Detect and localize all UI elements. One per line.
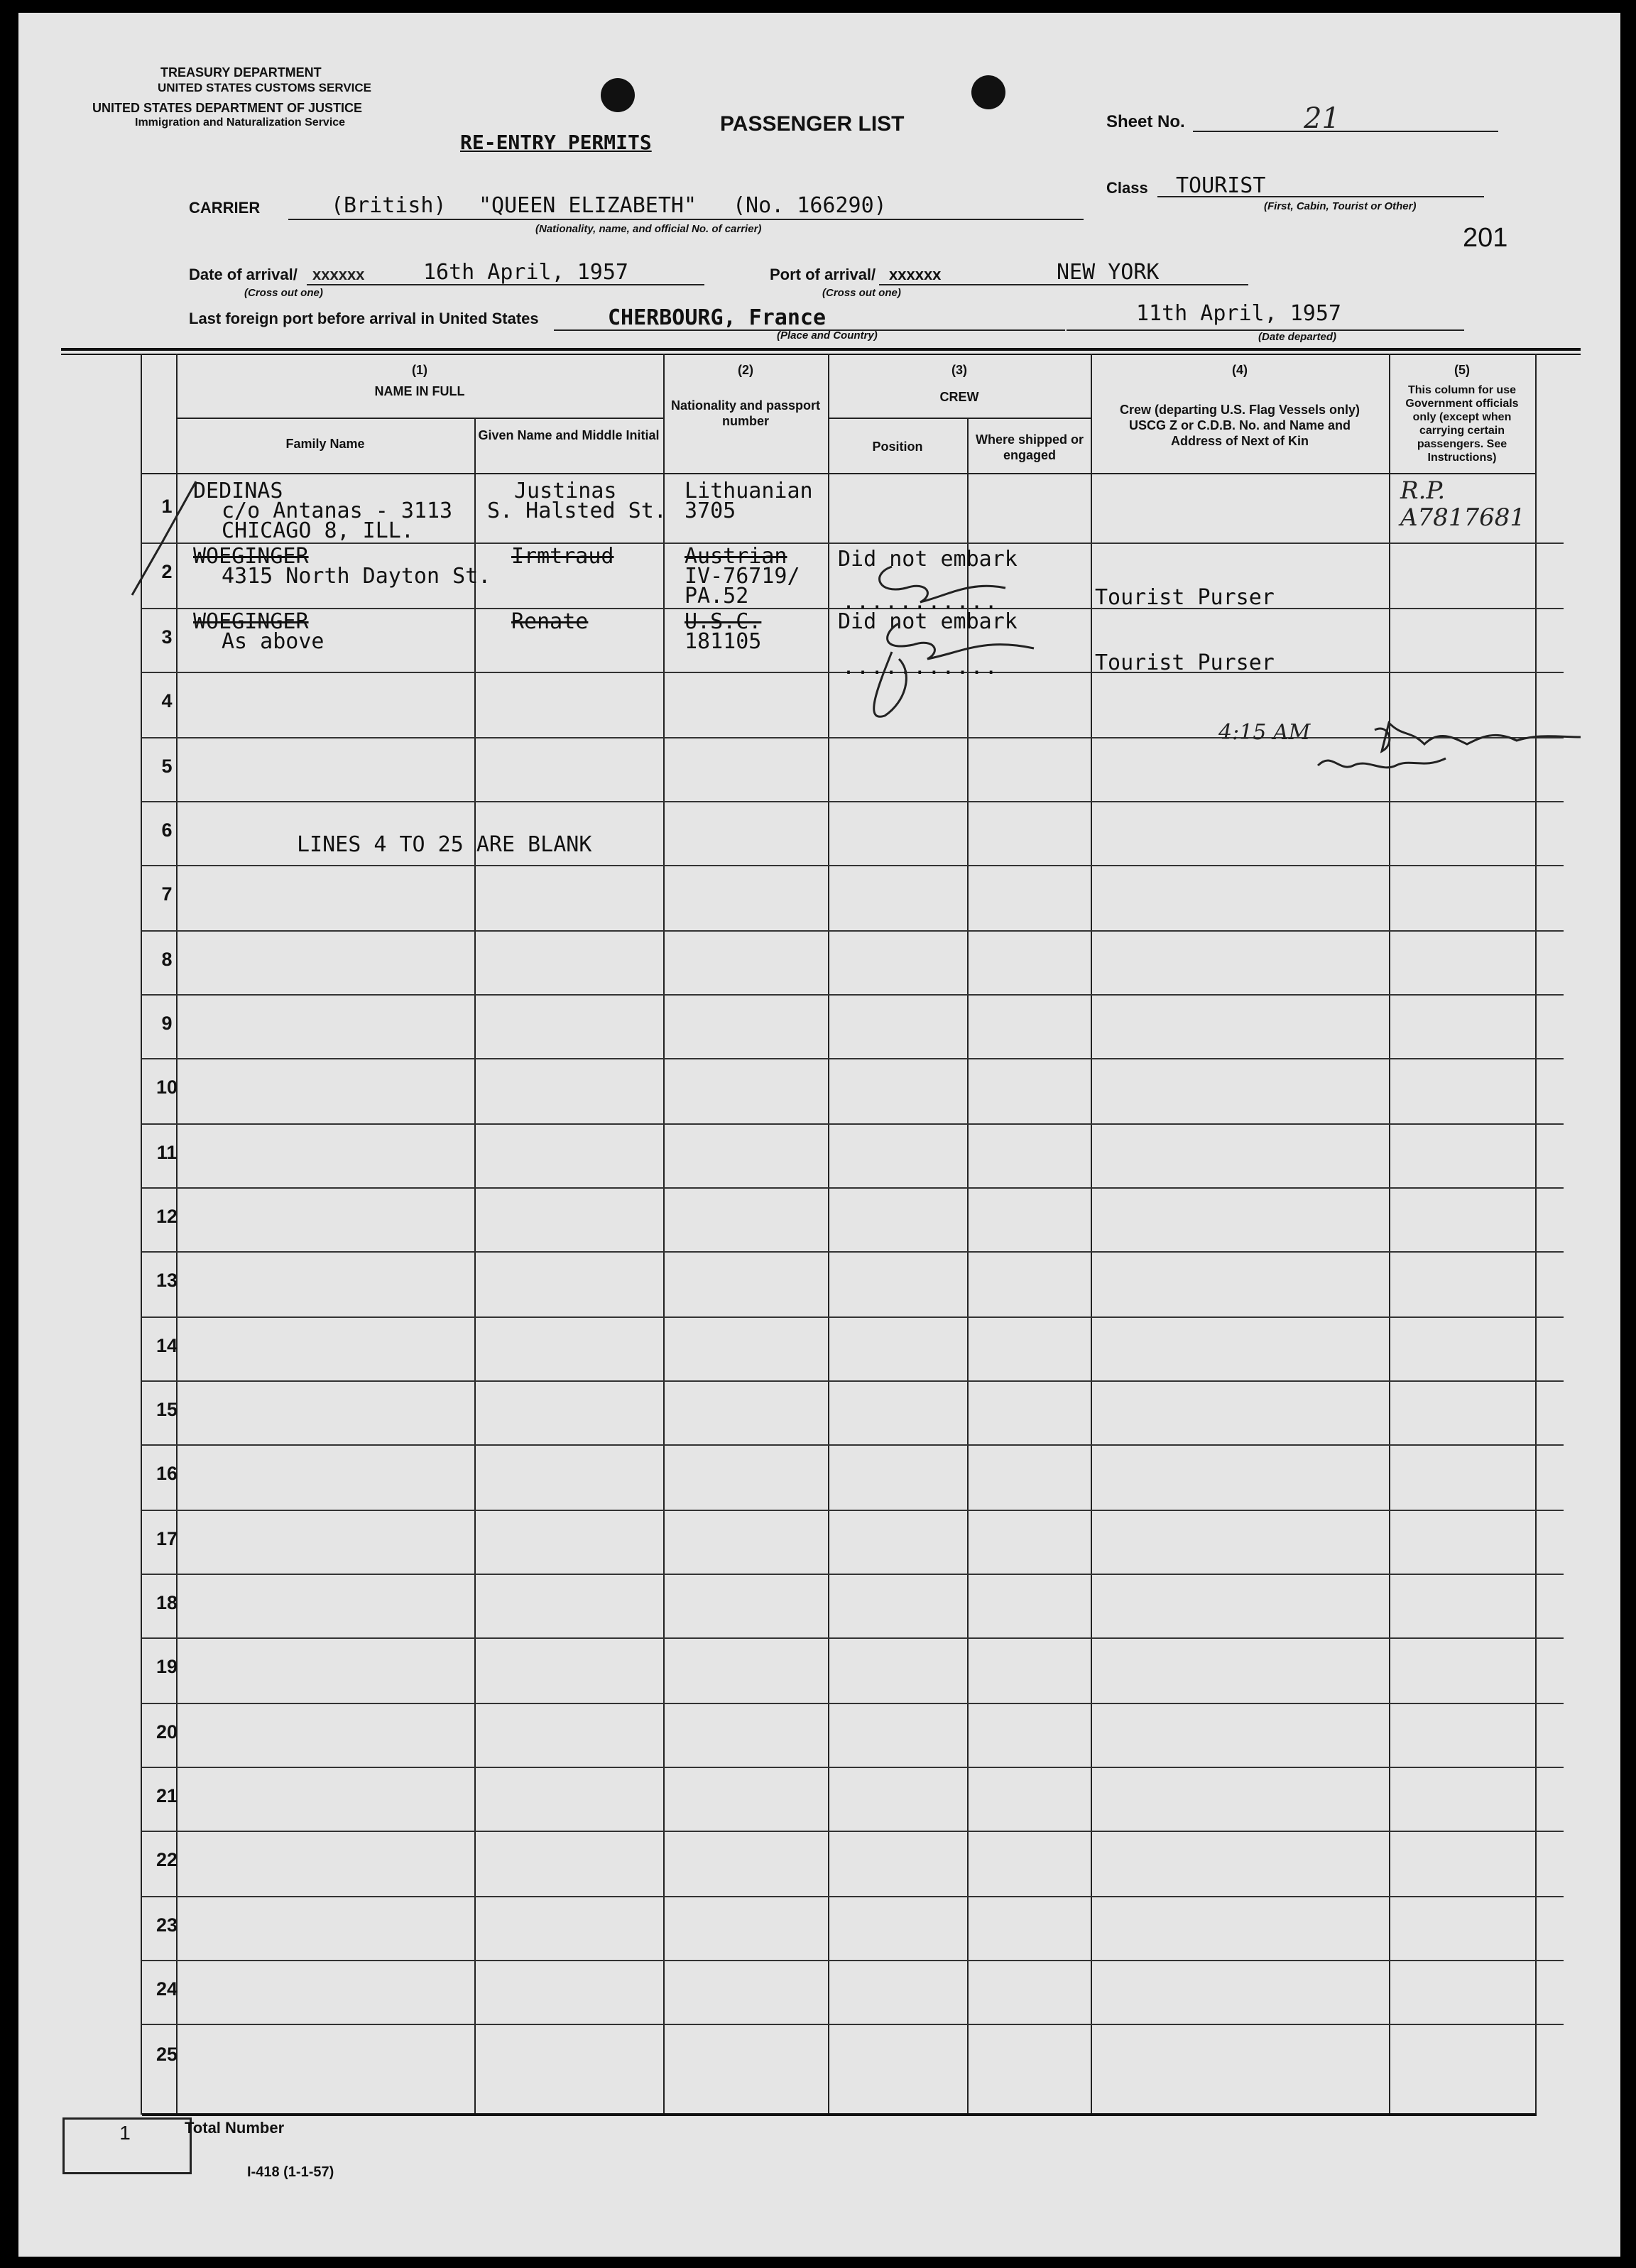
col3-title: CREW <box>939 390 979 404</box>
address-line-1: 4315 North Dayton St. <box>222 564 491 589</box>
address-line-1: As above <box>222 629 325 654</box>
form-subtitle: RE-ENTRY PERMITS <box>460 131 652 154</box>
carrier-nationality: (British) <box>331 193 447 218</box>
row-number: 19 <box>156 1656 178 1677</box>
agency-line-3: UNITED STATES DEPARTMENT OF JUSTICE <box>92 101 363 115</box>
row-number: 17 <box>156 1528 178 1549</box>
row-number: 21 <box>156 1785 178 1806</box>
handwritten-time: 4:15 AM <box>1218 720 1311 745</box>
family-name: WOEGINGER <box>193 609 309 634</box>
col-given-name: Given Name and Middle Initial <box>478 428 660 442</box>
agency-line-4: Immigration and Naturalization Service <box>135 116 346 129</box>
col-position: Position <box>872 440 923 454</box>
address-line-1: c/o Antanas - 3113 <box>222 498 453 523</box>
stamp-number: 201 <box>1463 223 1508 253</box>
col2-number: (2) <box>738 363 753 377</box>
family-name: DEDINAS <box>193 479 283 503</box>
row-number: 23 <box>156 1914 178 1936</box>
col3-number: (3) <box>951 363 967 377</box>
row-number: 20 <box>156 1721 178 1743</box>
purser-title: Tourist Purser <box>1095 650 1275 675</box>
last-port-note: (Place and Country) <box>777 329 878 342</box>
sheet-label: Sheet No. <box>1106 112 1185 131</box>
nationality: Lithuanian <box>685 479 813 503</box>
date-departed-note: (Date departed) <box>1258 331 1337 343</box>
passport-number-2: PA.52 <box>685 584 749 609</box>
arrival-crossed: xxxxxx <box>312 266 365 283</box>
sheet-number: 21 <box>1304 102 1340 135</box>
address-line-1b: S. Halsted St. <box>487 498 667 523</box>
passport-number: IV-76719/ <box>685 564 800 589</box>
check-mark-icon <box>118 467 203 609</box>
port-cross-note: (Cross out one) <box>822 287 901 299</box>
arrival-date-label: Date of arrival/ <box>189 266 298 283</box>
col1-title: NAME IN FULL <box>374 384 465 398</box>
row-number: 9 <box>161 1013 173 1034</box>
row-number: 15 <box>156 1399 178 1420</box>
col2-title: Nationality and passport number <box>670 398 821 428</box>
class-note: (First, Cabin, Tourist or Other) <box>1264 200 1417 212</box>
carrier-note: (Nationality, name, and official No. of carrier) <box>535 223 762 235</box>
carrier-name: "QUEEN ELIZABETH" <box>479 193 697 218</box>
last-port-label: Last foreign port before arrival in United States <box>189 310 539 327</box>
row-number: 24 <box>156 1978 178 2000</box>
class-label: Class <box>1106 179 1148 197</box>
punch-hole-left <box>601 78 635 112</box>
row-number: 10 <box>156 1076 178 1098</box>
nationality: Austrian <box>685 544 787 569</box>
passport-number: 3705 <box>685 498 736 523</box>
port-arrival-value: NEW YORK <box>1057 260 1160 285</box>
signature-dots: ........... <box>842 655 999 680</box>
nationality: U.S.C. <box>685 609 762 634</box>
crew-status: Did not embark <box>838 609 1018 634</box>
signature-dots: ........... <box>842 589 999 614</box>
signature-mark-icon <box>863 552 1076 737</box>
agency-line-1: TREASURY DEPARTMENT <box>160 65 322 80</box>
row-number: 14 <box>156 1335 178 1356</box>
carrier-official-no: (No. 166290) <box>733 193 887 218</box>
col-family-name: Family Name <box>285 437 365 451</box>
reentry-permit-note: R.P. A7817681 <box>1400 476 1525 532</box>
given-name: Renate <box>511 609 589 634</box>
row-number: 13 <box>156 1270 178 1291</box>
row-number: 8 <box>161 949 173 970</box>
row-number: 6 <box>161 819 173 841</box>
col5-number: (5) <box>1454 363 1470 377</box>
address-line-2: CHICAGO 8, ILL. <box>222 518 414 543</box>
col1-number: (1) <box>412 363 427 377</box>
row-number: 25 <box>156 2044 178 2065</box>
row-number: 22 <box>156 1849 178 1870</box>
row-number: 11 <box>156 1142 178 1163</box>
col4-title: Crew (departing U.S. Flag Vessels only) USCG Z or C.D.B. No. and Name and Address of Next of Kin <box>1119 403 1360 448</box>
crew-status: Did not embark <box>838 547 1018 572</box>
row-number: 7 <box>161 883 173 905</box>
total-label: Total Number <box>185 2119 285 2137</box>
col-where-shipped: Where shipped or engaged <box>975 432 1084 462</box>
punch-hole-right <box>971 75 1005 109</box>
given-name: Justinas <box>514 479 617 503</box>
row-number: 1 <box>161 496 173 517</box>
arrival-cross-note: (Cross out one) <box>244 287 323 299</box>
row-number: 18 <box>156 1592 178 1613</box>
col4-number: (4) <box>1232 363 1248 377</box>
port-crossed: xxxxxx <box>889 266 942 283</box>
blank-lines-note: LINES 4 TO 25 ARE BLANK <box>297 832 592 857</box>
row-number: 12 <box>156 1206 178 1227</box>
row-number: 4 <box>161 690 173 712</box>
date-departed-value: 11th April, 1957 <box>1136 301 1341 326</box>
given-name: Irmtraud <box>511 544 614 569</box>
row-number: 2 <box>161 561 173 582</box>
agency-line-2: UNITED STATES CUSTOMS SERVICE <box>158 81 372 94</box>
form-number: I-418 (1-1-57) <box>247 2164 334 2180</box>
last-port-value: CHERBOURG, France <box>608 305 827 330</box>
port-arrival-label: Port of arrival/ <box>770 266 876 283</box>
row-number: 16 <box>156 1463 178 1484</box>
col5-title: This column for use Government officials only (except when carrying certain passengers. See Instructions) <box>1405 384 1519 464</box>
class-value: TOURIST <box>1176 173 1266 198</box>
passport-number: 181105 <box>685 629 762 654</box>
family-name: WOEGINGER <box>193 544 309 569</box>
row-number: 3 <box>161 626 173 648</box>
carrier-label: CARRIER <box>189 199 261 217</box>
arrival-date-value: 16th April, 1957 <box>423 260 628 285</box>
row-number: 5 <box>161 756 173 777</box>
passenger-list-page <box>18 13 1620 2257</box>
purser-title: Tourist Purser <box>1095 585 1275 610</box>
form-title: PASSENGER LIST <box>720 112 905 136</box>
total-value: 1 <box>119 2122 131 2144</box>
